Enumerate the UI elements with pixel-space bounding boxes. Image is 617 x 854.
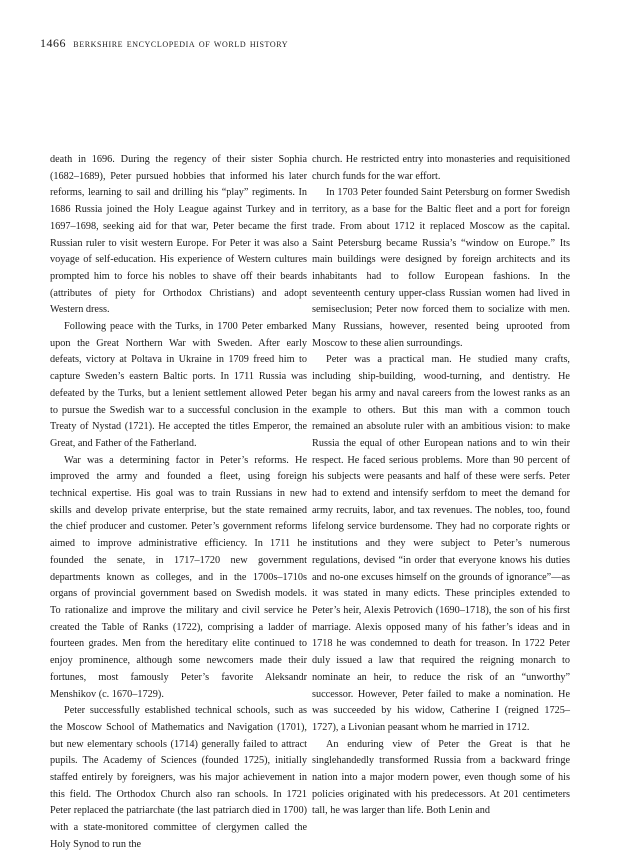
paragraph: Following peace with the Turks, in 1700 Peter embarked upon the Great Northern War with Sweden. After early defeats, victory at Poltava in Ukraine in 1709 freed him to capture Sweden’s eastern Baltic ports. In 1711 Russia was defeated by the Turks, but a lenient settlement allowed Peter to pursue the Swedish war to a successful conclusion in the Treaty of Nystad (1721). He accepted the titles Emperor, the Great, and Father of the Fatherland. xyxy=(50,321,307,449)
paragraph: church. He restricted entry into monasteries and requisitioned church funds for the war effort. xyxy=(312,154,570,182)
right-column xyxy=(312,152,570,820)
paragraph: Peter successfully established technical schools, such as the Moscow School of Mathematics and Navigation (1701), but new elementary schools (1714) generally failed to attract pupils. The Academy of Sciences (founded 1725), initially staffed entirely by foreigners, was his major achievement in this field. The Orthodox Church also ran schools. In 1721 Peter replaced the patriarchate (the last patriarch died in 1700) with a state-monitored committee of clergymen called the Holy Synod to run the xyxy=(50,705,307,850)
paragraph: In 1703 Peter founded Saint Petersburg on former Swedish territory, as a base for the Baltic fleet and a port for foreign trade. From about 1712 it replaced Moscow as the capital. Saint Petersburg became Russia’s “window on Europe.” Its main buildings were designed by foreign architects and its inhabitants had to follow European fashions. In the seventeenth century upper-class Russian women had lived in semiseclusion; Peter now forced them to socialize with men. Many Russians, however, resented being uprooted from Moscow to these alien surroundings. xyxy=(312,187,570,349)
left-column xyxy=(50,152,307,854)
paragraph: War was a determining factor in Peter’s reforms. He improved the army and founded a fleet, using foreign technical expertise. His goal was to train Russians in new skills and develop private enterprise, but the state remained the chief producer and customer. Peter’s government reforms aimed to improve administrative efficiency. In 1711 he founded the senate, in 1717–1720 new government departments known as colleges, and in the 1700s–1710s organs of provincial government based on Swedish models. To rationalize and improve the military and civil service he created the Table of Ranks (1722), comprising a ladder of fourteen grades. Men from the hereditary elite continued to enjoy prominence, although some newcomers made their fortunes, most famously Peter’s favorite Aleksandr Menshikov (c. 1670–1729). xyxy=(50,454,307,700)
running-head xyxy=(40,36,288,51)
paragraph: death in 1696. During the regency of their sister Sophia (1682–1689), Peter pursued hobbies that informed his later reforms, learning to sail and drilling his “play” regiments. In 1686 Russia joined the Holy League against Turkey and in 1697–1698, seeking aid for that war, Peter became the first Russian ruler to visit western Europe. For Peter it was also a voyage of self-education. His experience of Western cultures prompted him to force his nobles to shave off their beards (attributes of piety for Orthodox Christians) and adopt Western dress. xyxy=(50,154,307,316)
page-number: 1466 xyxy=(40,36,66,50)
running-title: berkshire encyclopedia of world history xyxy=(73,36,289,50)
paragraph: An enduring view of Peter the Great is that he singlehandedly transformed Russia from a backward fringe nation into a major modern power, even though some of his policies originated with his predecessors. At 201 centimeters tall, he was larger than life. Both Lenin and xyxy=(312,738,570,817)
paragraph: Peter was a practical man. He studied many crafts, including ship-building, wood-turning, and dentistry. He began his army and naval careers from the lowest ranks as an example to others. But this man with a common touch remained an absolute ruler with an ambitious vision: to make Russia the equal of other European nations and to win their respect. He faced serious problems. More than 90 percent of his subjects were peasants and half of these were serfs. Peter had to extend and intensify serfdom to meet the demand for army recruits, labor, and tax revenues. The nobles, too, found lifelong service burdensome. They had no corporate rights or institutions and they were subject to Peter’s numerous regulations, devised “in order that everyone knows his duties and no-one excuses himself on the grounds of ignorance”—as it was stated in many edicts. These principles extended to Peter’s heir, Alexis Petrovich (1690–1718), the son of his first marriage. Alexis opposed many of his father’s ideas and in 1718 he was condemned to death for treason. In 1722 Peter duly issued a law that required the reigning monarch to nominate an heir, to reduce the risk of an “unworthy” successor. However, Peter failed to make a nomination. He was succeeded by his widow, Catherine I (reigned 1725–1727), a Livonian peasant whom he married in 1712. xyxy=(312,354,570,733)
